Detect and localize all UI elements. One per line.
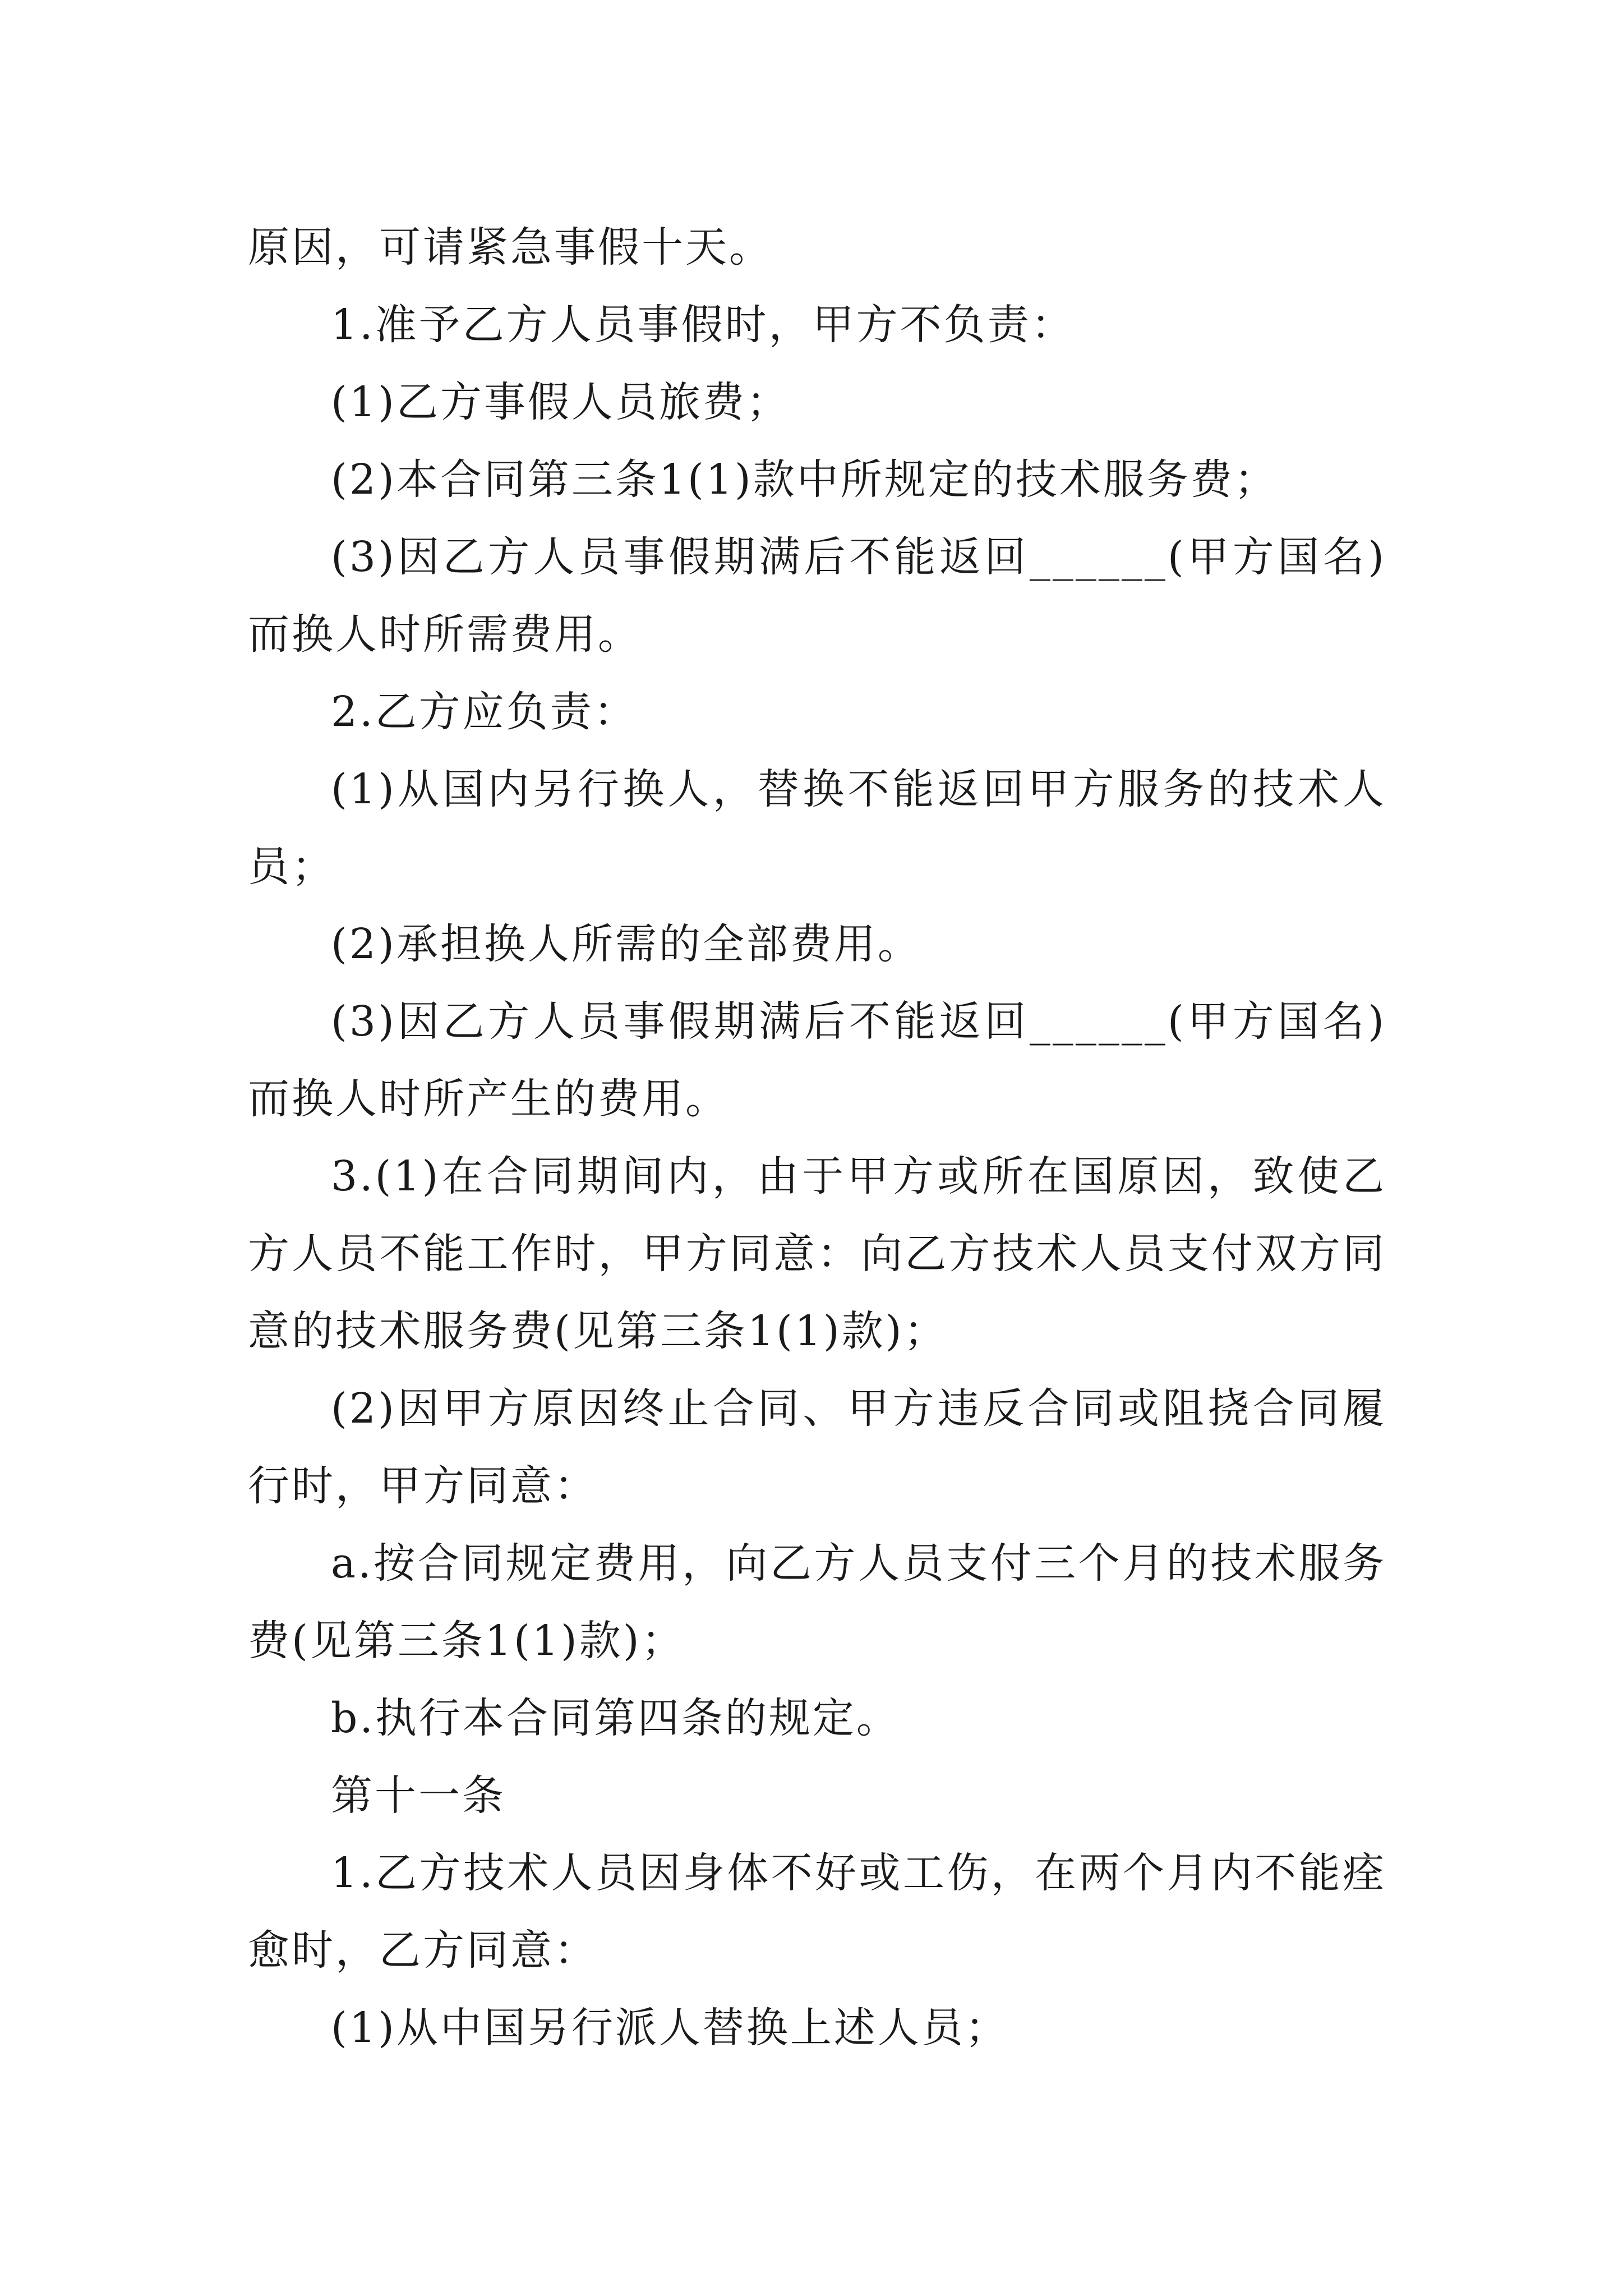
paragraph-clause-3-2: (2)因甲方原因终止合同、甲方违反合同或阻挠合同履行时，甲方同意： bbox=[248, 1384, 1386, 1510]
paragraph-clause-2-1: (1)从国内另行换人，替换不能返回甲方服务的技术人员； bbox=[248, 765, 1386, 891]
paragraph-clause-3-2-a: a.按合同规定费用，向乙方人员支付三个月的技术服务费(见第三条1(1)款)； bbox=[248, 1539, 1386, 1665]
paragraph-leave-reason: 原因，可请紧急事假十天。 bbox=[248, 223, 773, 272]
paragraph-clause-2-2: (2)承担换人所需的全部费用。 bbox=[331, 920, 921, 968]
paragraph-clause-1-3: (3)因乙方人员事假期满后不能返回______(甲方国名)而换人时所需费用。 bbox=[248, 533, 1386, 659]
paragraph-article-11-1: 1.乙方技术人员因身体不好或工伤，在两个月内不能痊愈时，乙方同意： bbox=[248, 1849, 1386, 1975]
paragraph-clause-1: 1.准予乙方人员事假时，甲方不负责： bbox=[331, 301, 1075, 349]
paragraph-clause-2: 2.乙方应负责： bbox=[331, 688, 638, 736]
paragraph-clause-3-2-b: b.执行本合同第四条的规定。 bbox=[331, 1694, 900, 1742]
paragraph-clause-1-2: (2)本合同第三条1(1)款中所规定的技术服务费； bbox=[331, 455, 1278, 504]
paragraph-clause-3-1: 3.(1)在合同期间内，由于甲方或所在国原因，致使乙方人员不能工作时，甲方同意：向乙方技术人员支付双方同意的技术服务费(见第三条1(1)款)； bbox=[248, 1152, 1386, 1355]
paragraph-clause-2-3: (3)因乙方人员事假期满后不能返回______(甲方国名)而换人时所产生的费用。 bbox=[248, 997, 1386, 1123]
contract-body bbox=[248, 209, 1386, 2067]
section-heading-article-11: 第十一条 bbox=[331, 1772, 506, 1820]
paragraph-clause-1-1: (1)乙方事假人员旅费； bbox=[331, 378, 790, 426]
paragraph-article-11-1-1: (1)从中国另行派人替换上述人员； bbox=[331, 2004, 1009, 2052]
